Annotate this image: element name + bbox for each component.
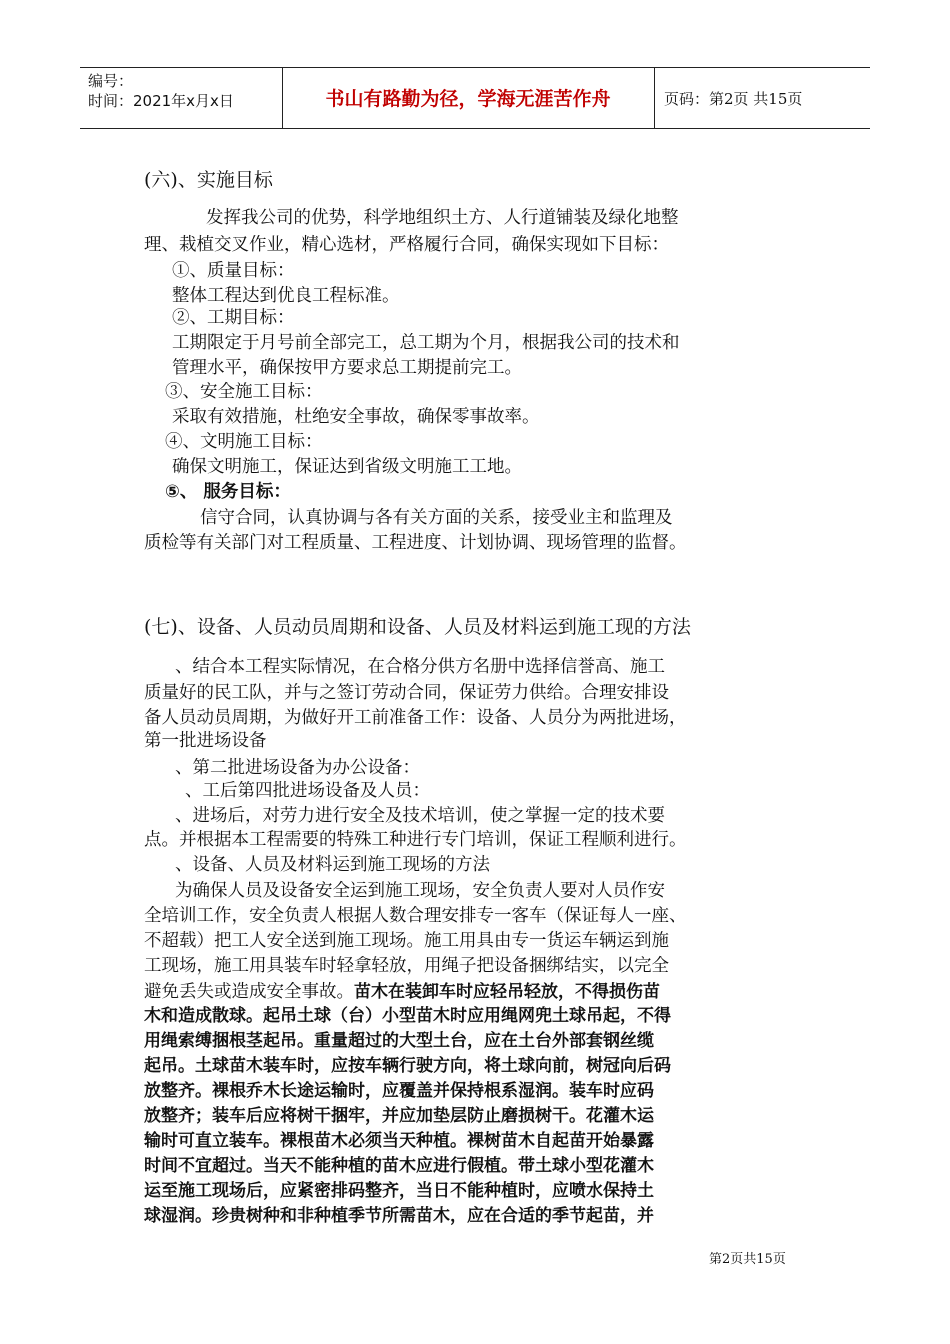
paragraph-line: 用绳索缚捆根茎起吊。重量超过的大型土台，应在土台外部套钢丝缆 — [144, 1031, 654, 1051]
paragraph-line: 起吊。土球苗木装车时，应按车辆行驶方向，将土球向前，树冠向后码 — [144, 1056, 671, 1076]
paragraph-line — [144, 979, 660, 1004]
section-heading: (七)、设备、人员动员周期和设备、人员及材料运到施工现的方法 — [144, 616, 691, 638]
paragraph-line: 全培训工作，安全负责人根据人数合理安排专一客车（保证每人一座、 — [144, 906, 687, 926]
paragraph-line: 、第二批进场设备为办公设备： — [175, 758, 420, 778]
paragraph-line: 为确保人员及设备安全运到施工现场，安全负责人要对人员作安 — [175, 881, 665, 901]
paragraph-line: 工期限定于月号前全部完工，总工期为个月，根据我公司的技术和 — [172, 333, 680, 353]
number-label: 编号： — [88, 72, 134, 90]
paragraph-line: 时间不宜超过。当天不能种植的苗木应进行假植。带土球小型花灌木 — [144, 1156, 654, 1176]
goal-label: ①、质量目标： — [172, 261, 295, 281]
paragraph-line: 备人员动员周期，为做好开工前准备工作：设备、人员分为两批进场， — [144, 708, 687, 728]
paragraph-line: 采取有效措施，杜绝安全事故，确保零事故率。 — [172, 407, 540, 427]
paragraph-line: 点。并根据本工程需要的特殊工种进行专门培训，保证工程顺利进行。 — [144, 830, 687, 850]
paragraph-line: 管理水平，确保按甲方要求总工期提前完工。 — [172, 358, 522, 378]
paragraph-line: 发挥我公司的优势，科学地组织土方、人行道铺装及绿化地整 — [206, 208, 679, 228]
paragraph-line: 信守合同，认真协调与各有关方面的关系，接受业主和监理及 — [200, 508, 673, 528]
goal-label: ⑤、 服务目标： — [165, 482, 291, 502]
header-motto: 书山有路勤为径，学海无涯苦作舟 — [325, 88, 611, 110]
goal-label: ③、安全施工目标： — [165, 382, 323, 402]
paragraph-line: 运至施工现场后，应紧密排码整齐，当日不能种植时，应喷水保持土 — [144, 1181, 654, 1201]
paragraph-text: 避免丢失或造成安全事故。 — [144, 982, 354, 1002]
header-divider — [654, 67, 655, 128]
paragraph-line: 不超载）把工人安全送到施工现场。施工用具由专一货运车辆运到施 — [144, 931, 669, 951]
paragraph-line: 输时可直立装车。裸根苗木必须当天种植。裸树苗木自起苗开始暴露 — [144, 1131, 654, 1151]
paragraph-line: 、设备、人员及材料运到施工现场的方法 — [175, 855, 490, 875]
paragraph-line: 质检等有关部门对工程质量、工程进度、计划协调、现场管理的监督。 — [144, 533, 687, 553]
paragraph-line: 放整齐；装车后应将树干捆牢，并应加垫层防止磨损树干。花灌木运 — [144, 1106, 654, 1126]
header-page-label: 页码：第2页 共15页 — [664, 90, 803, 108]
goal-label: ④、文明施工目标： — [165, 432, 323, 452]
paragraph-line: 球湿润。珍贵树种和非种植季节所需苗木，应在合适的季节起苗，并 — [144, 1206, 654, 1226]
goal-label: ②、工期目标： — [172, 308, 295, 328]
paragraph-line: 确保文明施工，保证达到省级文明施工工地。 — [172, 457, 522, 477]
paragraph-line: 第一批进场设备 — [144, 731, 267, 751]
paragraph-line: 整体工程达到优良工程标准。 — [172, 286, 400, 306]
paragraph-line: 质量好的民工队，并与之签订劳动合同，保证劳力供给。合理安排设 — [144, 683, 669, 703]
paragraph-line: 、进场后，对劳力进行安全及技术培训，使之掌握一定的技术要 — [175, 806, 665, 826]
section-heading: (六)、实施目标 — [144, 169, 273, 191]
paragraph-line: 工现场，施工用具装车时轻拿轻放，用绳子把设备捆绑结实，以完全 — [144, 956, 669, 976]
paragraph-line: 、结合本工程实际情况，在合格分供方名册中选择信誉高、施工 — [175, 657, 665, 677]
page-header — [80, 67, 870, 128]
paragraph-bold-text: 苗木在装卸车时应轻吊轻放，不得损伤苗 — [354, 982, 660, 1002]
paragraph-line: 、工后第四批进场设备及人员： — [185, 781, 430, 801]
header-meta — [88, 71, 234, 111]
header-bottom-rule — [80, 128, 870, 129]
paragraph-line: 木和造成散球。起吊土球（台）小型苗木时应用绳网兜土球吊起，不得 — [144, 1006, 671, 1026]
date-label: 时间：2021年x月x日 — [88, 92, 234, 110]
page-footer: 第2页共15页 — [709, 1252, 786, 1267]
header-top-rule — [80, 67, 870, 68]
paragraph-line: 理、栽植交叉作业，精心选材，严格履行合同，确保实现如下目标： — [144, 235, 669, 255]
paragraph-line: 放整齐。裸根乔木长途运输时，应覆盖并保持根系湿润。装车时应码 — [144, 1081, 654, 1101]
